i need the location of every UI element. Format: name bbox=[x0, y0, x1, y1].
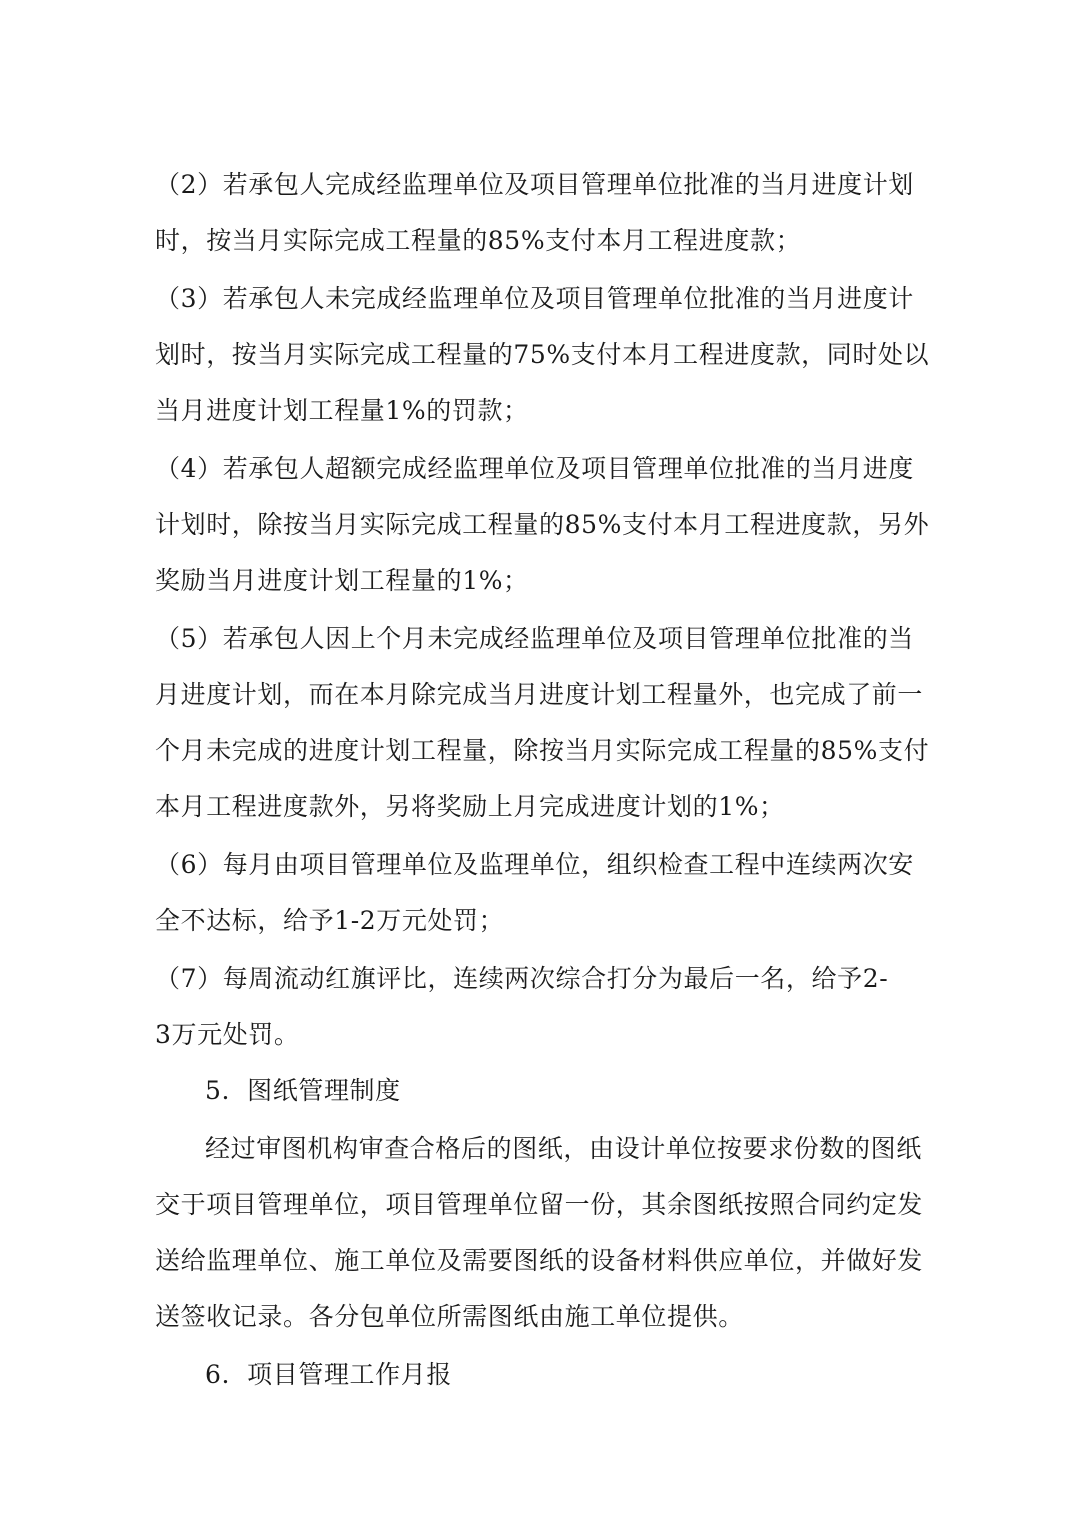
section-5-paragraph-line-2: 交于项目管理单位，项目管理单位留一份，其余图纸按照合同约定发 bbox=[155, 1190, 924, 1219]
paragraph-7-line-1: （7）每周流动红旗评比，连续两次综合打分为最后一名，给予2- bbox=[155, 964, 889, 993]
paragraph-4-line-3: 奖励当月进度计划工程量的1%； bbox=[155, 566, 529, 595]
section-6-heading: 6. 项目管理工作月报 bbox=[205, 1360, 452, 1389]
section-5-paragraph-line-1: 经过审图机构审查合格后的图纸，由设计单位按要求份数的图纸 bbox=[205, 1134, 922, 1163]
paragraph-3-line-1: （3）若承包人未完成经监理单位及项目管理单位批准的当月进度计 bbox=[155, 284, 914, 313]
paragraph-5-line-2: 月进度计划，而在本月除完成当月进度计划工程量外，也完成了前一 bbox=[155, 680, 924, 709]
paragraph-5-line-1: （5）若承包人因上个月未完成经监理单位及项目管理单位批准的当 bbox=[155, 624, 914, 653]
paragraph-6-line-1: （6）每月由项目管理单位及监理单位，组织检查工程中连续两次安 bbox=[155, 850, 914, 879]
paragraph-4-line-1: （4）若承包人超额完成经监理单位及项目管理单位批准的当月进度 bbox=[155, 454, 914, 483]
paragraph-2-line-1: （2）若承包人完成经监理单位及项目管理单位批准的当月进度计划 bbox=[155, 170, 914, 199]
paragraph-5-line-4: 本月工程进度款外，另将奖励上月完成进度计划的1%； bbox=[155, 792, 785, 821]
paragraph-7-line-2: 3万元处罚。 bbox=[155, 1020, 300, 1049]
paragraph-2-line-2: 时，按当月实际完成工程量的85%支付本月工程进度款； bbox=[155, 226, 802, 255]
section-5-paragraph-line-3: 送给监理单位、施工单位及需要图纸的设备材料供应单位，并做好发 bbox=[155, 1246, 924, 1275]
section-5-heading: 5. 图纸管理制度 bbox=[205, 1076, 401, 1105]
paragraph-6-line-2: 全不达标，给予1-2万元处罚； bbox=[155, 906, 505, 935]
paragraph-3-line-2: 划时，按当月实际完成工程量的75%支付本月工程进度款，同时处以 bbox=[155, 340, 930, 369]
section-5-paragraph-line-4: 送签收记录。各分包单位所需图纸由施工单位提供。 bbox=[155, 1302, 744, 1331]
paragraph-5-line-3: 个月未完成的进度计划工程量，除按当月实际完成工程量的85%支付 bbox=[155, 736, 930, 765]
paragraph-3-line-3: 当月进度计划工程量1%的罚款； bbox=[155, 396, 529, 425]
paragraph-4-line-2: 计划时，除按当月实际完成工程量的85%支付本月工程进度款，另外 bbox=[155, 510, 930, 539]
